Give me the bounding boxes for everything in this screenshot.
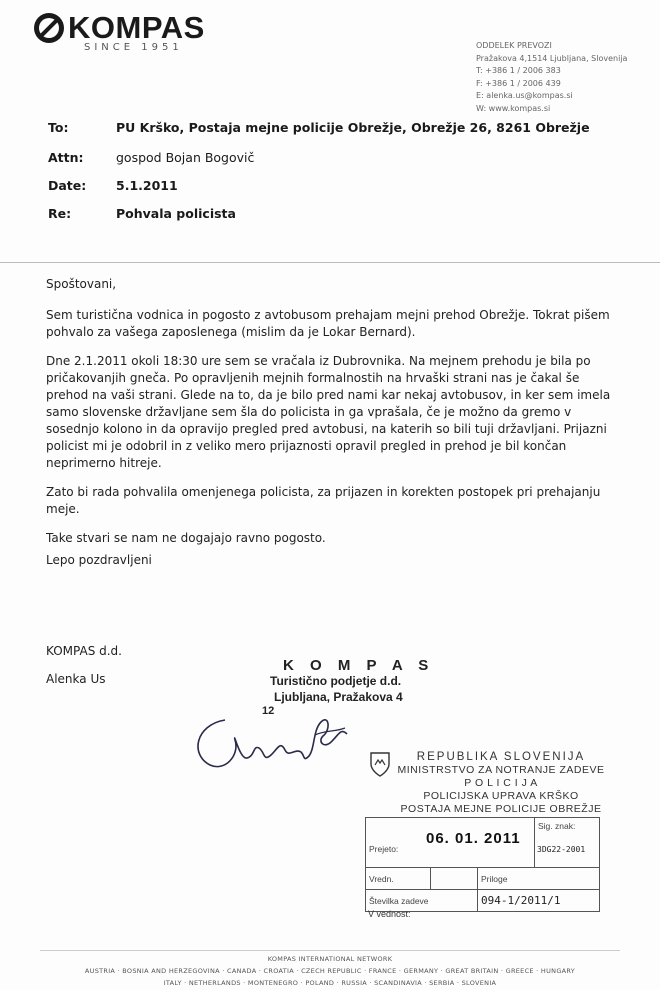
stevilka-value-cell <box>478 890 600 912</box>
sig-znak-value: 3DG22-2001 <box>537 845 586 854</box>
coat-of-arms-icon <box>368 750 392 778</box>
date-label: Date: <box>48 178 87 193</box>
re-value: Pohvala policista <box>116 206 236 221</box>
signer-name: Alenka Us <box>46 672 106 686</box>
gov-stamp-administration: POLICIJSKA UPRAVA KRŠKO <box>423 790 579 802</box>
sig-znak-label: Sig. znak: <box>538 821 576 831</box>
company-stamp-line4: 12 <box>262 705 275 717</box>
vrednost-blank-cell <box>431 868 478 890</box>
gov-stamp-police: P O L I C I J A <box>464 777 538 789</box>
prejeto-label: Prejeto: <box>369 844 399 854</box>
letter-body <box>46 276 616 559</box>
company-stamp-title: K O M P A S <box>283 657 435 674</box>
address-fax: F: +386 1 / 2006 439 <box>476 78 561 88</box>
paragraph-2: Dne 2.1.2011 okoli 18:30 ure sem se vračala iz Dubrovnika. Na mejnem prehodu je bila po pričakovanjih gneča. Po opravljenih mejnih formalnostih na hrvaški strani nas je čakal še prehod na vaši strani. Glede na to, da je bilo pred nami kar nekaj avtobusov, in ker sem imela samo slovenske državljane sem šla do policista in ga vprašala, če je možno da gremo v sosednjo kolono in da opravijo pregled pred avtobusi, na katerih so bili tuji državljani. Prijazni policist mi je odobril in z veliko mero prijaznosti opravil pregled in prehod je bil končan neprimerno hitreje. <box>46 354 611 470</box>
handwritten-signature <box>185 700 375 780</box>
gov-stamp-ministry: MINISTRSTVO ZA NOTRANJE ZADEVE <box>397 764 605 776</box>
prejeto-cell <box>366 818 535 868</box>
footer-block <box>0 953 660 989</box>
re-label: Re: <box>48 206 72 221</box>
v-vednost-label: V vednost: <box>368 909 411 919</box>
vrednost-label: Vredn. <box>369 873 394 884</box>
priloge-cell <box>478 868 600 890</box>
footer-countries-2: ITALY · NETHERLANDS · MONTENEGRO · POLAND · RUSSIA · SCANDINAVIA · SERBIA · SLOVENIA <box>163 979 497 987</box>
closing: Lepo pozdravljeni <box>46 553 152 567</box>
paragraph-4: Take stvari se nam ne dogajajo ravno pogosto. <box>46 531 326 545</box>
compass-logo-icon <box>34 13 64 43</box>
address-phone: T: +386 1 / 2006 383 <box>476 66 561 75</box>
company-name: KOMPAS d.d. <box>46 644 122 658</box>
sender-address-block <box>476 40 627 115</box>
priloge-label: Priloge <box>481 873 508 884</box>
sig-znak-cell <box>535 818 600 868</box>
kompas-logo <box>34 10 205 46</box>
company-stamp-line3: Ljubljana, Pražakova 4 <box>274 690 403 704</box>
gov-stamp-station: POSTAJA MEJNE POLICIJE OBREŽJE <box>400 803 602 815</box>
address-street: Pražakova 4,1514 Ljubljana, Slovenija <box>476 53 628 63</box>
vrednost-cell <box>366 868 431 890</box>
address-web: W: www.kompas.si <box>476 103 551 113</box>
footer-countries-1: AUSTRIA · BOSNIA AND HERZEGOVINA · CANADA · CROATIA · CZECH REPUBLIC · FRANCE · GERMANY · GREAT BRITAIN · GREECE · HUNGARY <box>84 967 576 975</box>
footer-network-title: KOMPAS INTERNATIONAL NETWORK <box>267 955 393 963</box>
stevilka-label: Številka zadeve <box>369 895 429 906</box>
since-text: SINCE 1951 <box>84 42 183 53</box>
address-department: ODDELEK PREVOZI <box>476 41 552 50</box>
attn-value: gospod Bojan Bogovič <box>116 150 255 165</box>
salutation: Spoštovani, <box>46 277 117 291</box>
company-stamp-line2: Turistično podjetje d.d. <box>270 674 402 688</box>
attn-label: Attn: <box>48 150 84 165</box>
address-email: E: alenka.us@kompas.si <box>476 91 573 100</box>
date-value: 5.1.2011 <box>116 178 178 193</box>
stevilka-value: 094-1/2011/1 <box>481 894 561 907</box>
registry-stamp-table <box>365 817 600 912</box>
brand-name: KOMPAS <box>68 10 205 45</box>
footer-divider <box>40 950 620 951</box>
paragraph-1: Sem turistična vodnica in pogosto z avtobusom prehajam mejni prehod Obrežje. Tokrat pišem pohvalo za vašega zaposlenega (mislim da je Lokar Bernard). <box>46 308 610 339</box>
to-value: PU Krško, Postaja mejne policije Obrežje, Obrežje 26, 8261 Obrežje <box>116 120 590 135</box>
paragraph-3: Zato bi rada pohvalila omenjenega policista, za prijazen in korekten postopek pri prehajanju meje. <box>46 485 601 516</box>
gov-stamp-block <box>396 751 606 816</box>
gov-stamp-republic: REPUBLIKA SLOVENIJA <box>416 751 586 763</box>
to-label: To: <box>48 120 69 135</box>
header-divider <box>0 262 660 263</box>
prejeto-date: 06. 01. 2011 <box>426 830 521 847</box>
